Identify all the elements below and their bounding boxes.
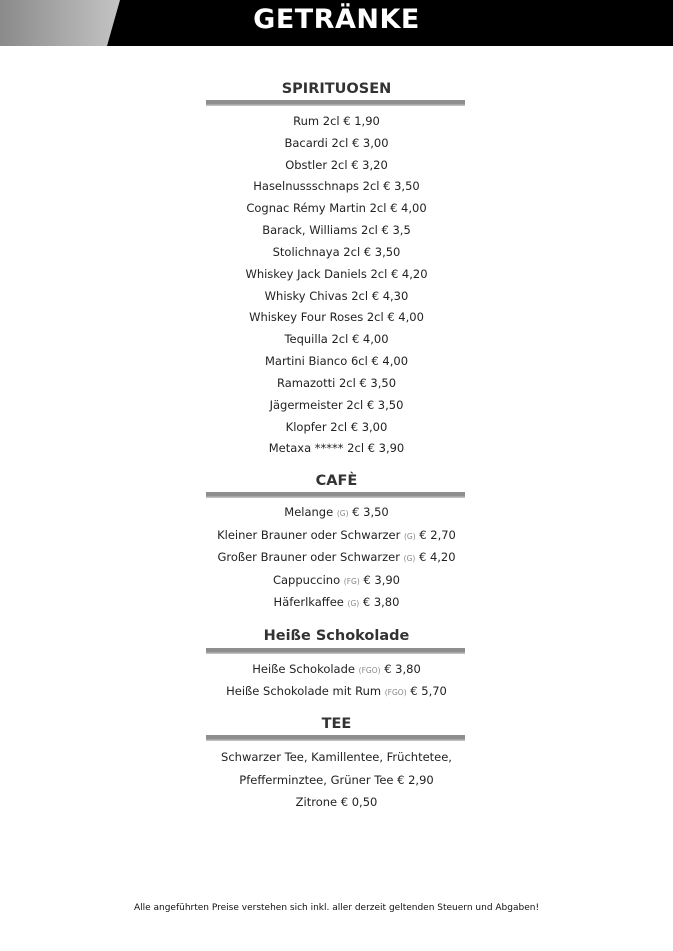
section-divider xyxy=(206,100,465,106)
menu-item xyxy=(0,527,673,545)
allergen-code: (G) xyxy=(336,509,349,518)
menu-item: Zitrone € 0,50 xyxy=(295,795,378,809)
menu-item xyxy=(0,549,673,567)
menu-item: Schwarzer Tee, Kamillentee, Früchtetee, xyxy=(221,750,452,764)
section-heading-spirituosen: SPIRITUOSEN xyxy=(281,81,392,97)
allergen-code: (FG) xyxy=(343,577,360,586)
section-divider xyxy=(206,648,465,654)
menu-item xyxy=(0,661,673,679)
item-price: € 3,50 xyxy=(352,505,389,519)
allergen-code: (FGO) xyxy=(358,666,381,675)
menu-item: Haselnussschnaps 2cl € 3,50 xyxy=(253,179,420,193)
menu-item: Klopfer 2cl € 3,00 xyxy=(285,420,388,434)
menu-item: Whisky Chivas 2cl € 4,30 xyxy=(264,289,409,303)
item-name: Heiße Schokolade mit Rum xyxy=(226,684,382,698)
menu-item: Metaxa ***** 2cl € 3,90 xyxy=(268,441,405,455)
allergen-code: (G) xyxy=(403,554,416,563)
item-price: € 2,70 xyxy=(419,528,456,542)
item-price: € 4,20 xyxy=(418,550,456,564)
menu-item: Bacardi 2cl € 3,00 xyxy=(284,136,389,150)
menu-item: Jägermeister 2cl € 3,50 xyxy=(269,398,404,412)
menu-item: Ramazotti 2cl € 3,50 xyxy=(276,376,397,390)
menu-item: Tequilla 2cl € 4,00 xyxy=(284,332,389,346)
item-price: € 3,90 xyxy=(363,573,400,587)
item-name: Heiße Schokolade xyxy=(252,662,355,676)
item-name: Häferlkaffee xyxy=(273,595,344,609)
menu-item: Martini Bianco 6cl € 4,00 xyxy=(264,354,409,368)
item-name: Melange xyxy=(284,505,334,519)
menu-item: Whiskey Four Roses 2cl € 4,00 xyxy=(249,310,424,324)
section-heading-schokolade: Heiße Schokolade xyxy=(263,628,410,644)
allergen-code: (G) xyxy=(347,599,360,608)
menu-item xyxy=(0,504,673,522)
item-name: Großer Brauner oder Schwarzer xyxy=(217,550,400,564)
allergen-code: (G) xyxy=(403,532,416,541)
section-divider xyxy=(206,492,465,498)
section-heading-tee: TEE xyxy=(321,716,352,732)
menu-item: Barack, Williams 2cl € 3,5 xyxy=(262,223,411,237)
section-divider xyxy=(206,735,465,741)
item-name: Kleiner Brauner oder Schwarzer xyxy=(217,528,401,542)
menu-item: Obstler 2cl € 3,20 xyxy=(285,158,388,172)
menu-item xyxy=(0,572,673,590)
item-price: € 5,70 xyxy=(410,684,447,698)
item-price: € 3,80 xyxy=(384,662,421,676)
section-heading-cafe: CAFÈ xyxy=(315,473,358,489)
menu-item: Pfefferminztee, Grüner Tee € 2,90 xyxy=(239,773,434,787)
menu-item xyxy=(0,594,673,612)
menu-item xyxy=(0,683,673,701)
allergen-code: (FGO) xyxy=(384,688,407,697)
price-disclaimer: Alle angeführten Preise verstehen sich inkl. aller derzeit geltenden Steuern und Abgaben! xyxy=(133,903,540,913)
menu-item: Whiskey Jack Daniels 2cl € 4,20 xyxy=(245,267,428,281)
item-name: Cappuccino xyxy=(272,573,341,587)
page-title: GETRÄNKE xyxy=(253,4,420,35)
menu-item: Cognac Rémy Martin 2cl € 4,00 xyxy=(246,201,427,215)
page-header xyxy=(0,0,673,46)
menu-item: Rum 2cl € 1,90 xyxy=(293,114,380,128)
menu-item: Stolichnaya 2cl € 3,50 xyxy=(272,245,401,259)
item-price: € 3,80 xyxy=(362,595,400,609)
